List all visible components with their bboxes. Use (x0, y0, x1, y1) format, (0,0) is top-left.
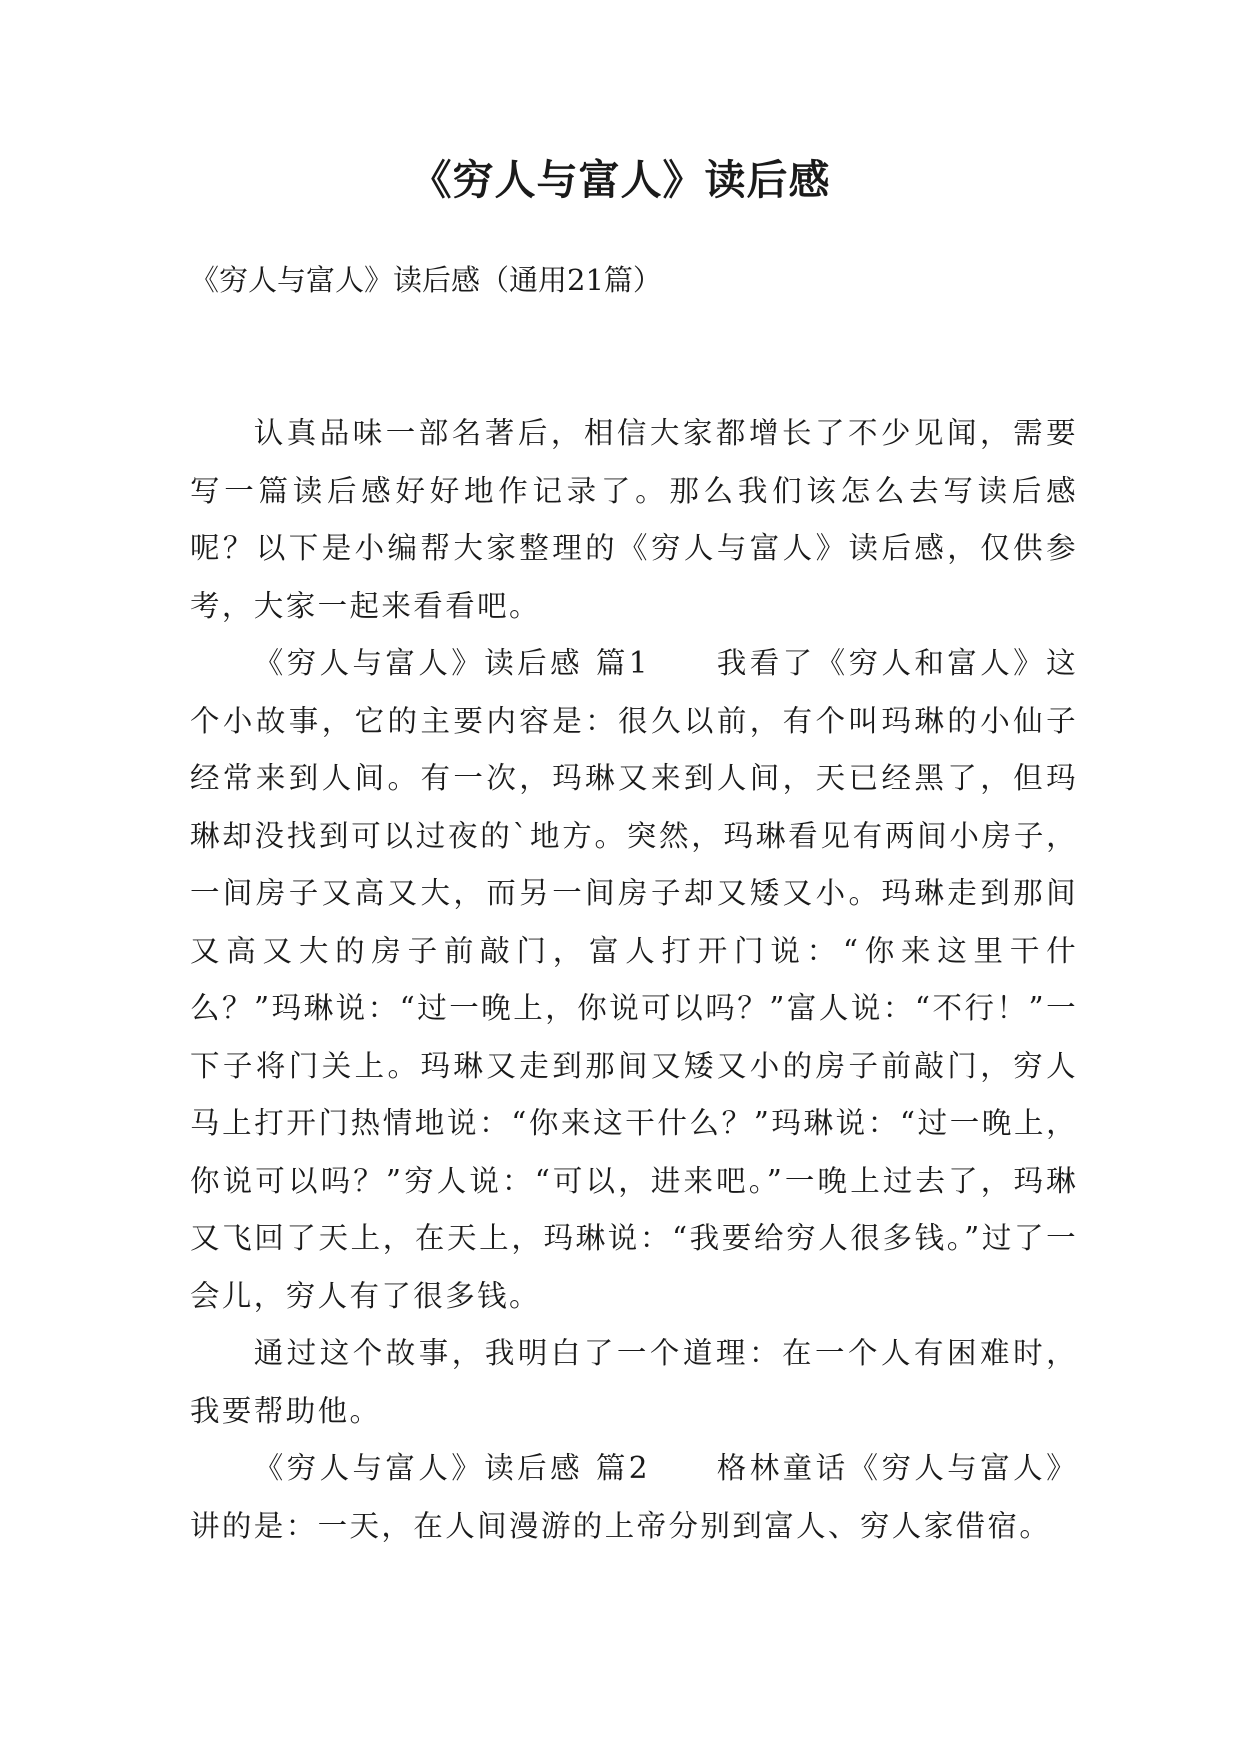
document-subtitle: 《穷人与富人》读后感（通用21篇） (190, 263, 662, 297)
paragraph-essay-1: 《穷人与富人》读后感 篇1 我看了《穷人和富人》这个小故事，它的主要内容是：很久以前，有个叫玛琳的小仙子经常来到人间。有一次，玛琳又来到人间，天已经黑了，但玛琳却没找到可以过夜的`地方。突然，玛琳看见有两间小房子，一间房子又高又大，而另一间房子却又矮又小。玛琳走到那间又高又大的房子前敲门，富人打开门说：“你来这里干什么？”玛琳说：“过一晚上，你说可以吗？”富人说：“不行！”一下子将门关上。玛琳又走到那间又矮又小的房子前敲门，穷人马上打开门热情地说：“你来这干什么？”玛琳说：“过一晚上，你说可以吗？”穷人说：“可以，进来吧。”一晚上过去了，玛琳又飞回了天上，在天上，玛琳说：“我要给穷人很多钱。”过了一会儿，穷人有了很多钱。 (190, 646, 1078, 1313)
paragraph-intro: 认真品味一部名著后，相信大家都增长了不少见闻，需要写一篇读后感好好地作记录了。那么我们该怎么去写读后感呢？以下是小编帮大家整理的《穷人与富人》读后感，仅供参考，大家一起来看看吧。 (190, 416, 1078, 623)
paragraph-essay-1-conclusion: 通过这个故事，我明白了一个道理：在一个人有困难时，我要帮助他。 (190, 1336, 1078, 1428)
document-body (190, 405, 1078, 1555)
paragraph-essay-2: 《穷人与富人》读后感 篇2 格林童话《穷人与富人》讲的是：一天，在人间漫游的上帝分别到富人、穷人家借宿。 (190, 1451, 1078, 1543)
document-title: 《穷人与富人》读后感 (410, 156, 831, 204)
